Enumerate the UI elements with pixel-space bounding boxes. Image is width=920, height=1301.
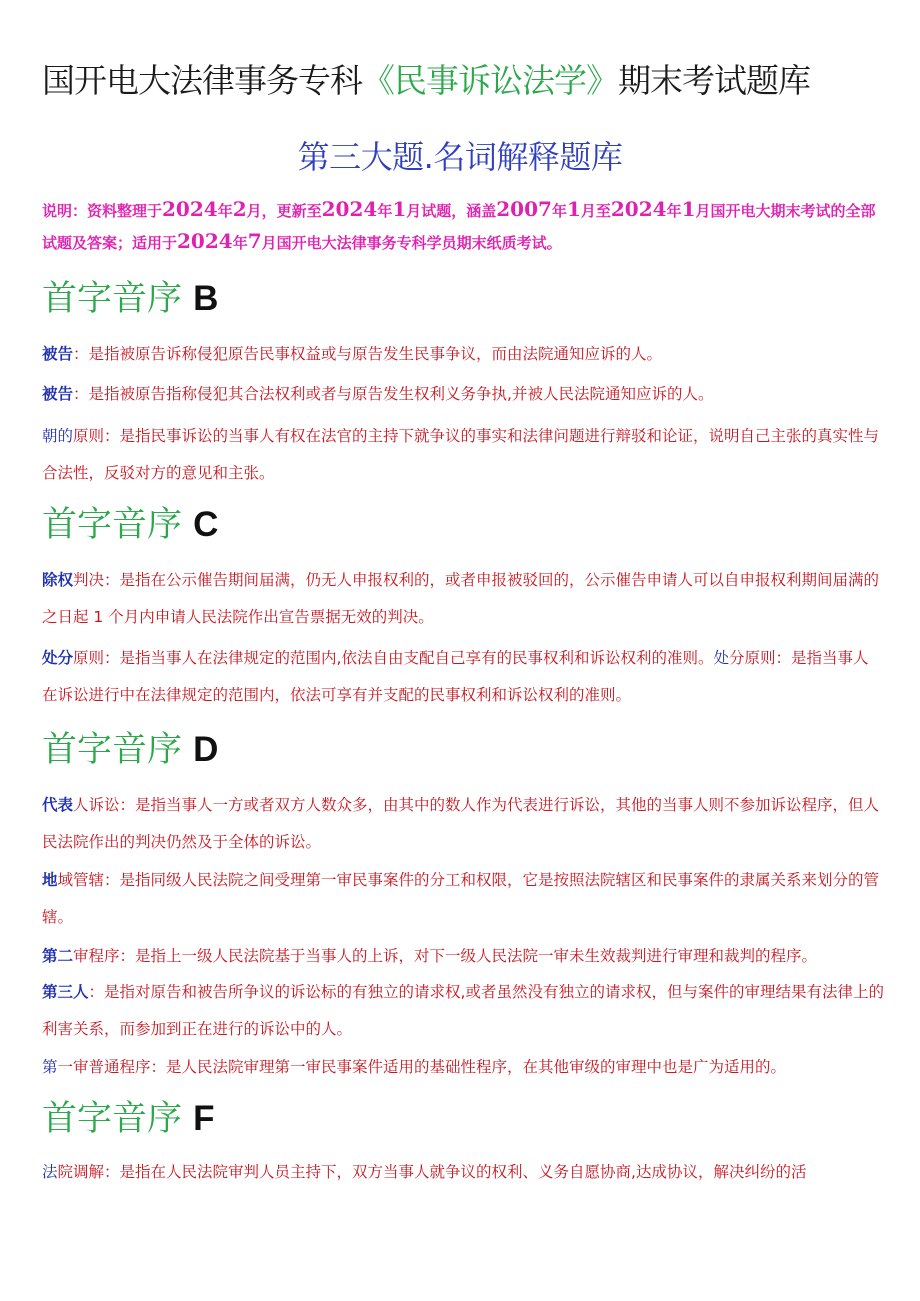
note-number: 1 <box>566 197 581 221</box>
note-text: 年 <box>217 202 233 220</box>
term-entry <box>42 336 884 373</box>
term-definition: 是指在公示催告期间届满，仍无人申报权利的，或者申报被驳回的，公示催告申请人可以自申报权利期间届满的之日起 1 个月内申请人民法院作出宣告票据无效的判决。 <box>42 571 880 626</box>
section-heading-b <box>42 276 218 322</box>
term-name: 除权 <box>42 571 74 589</box>
term-name: 朝的 <box>42 427 74 445</box>
note-text: 月至 <box>580 202 611 220</box>
note-text: 年 <box>666 202 682 220</box>
term-name-suffix: 分原则 <box>729 649 776 667</box>
note-number: 7 <box>247 229 262 253</box>
term-name-suffix: 判决 <box>73 571 105 589</box>
term-separator: ： <box>104 1163 120 1181</box>
term-entry <box>42 376 884 413</box>
term-entry <box>42 640 884 714</box>
term-name: 被告 <box>42 345 74 363</box>
heading-letter: C <box>193 505 219 544</box>
term-separator: ： <box>104 871 120 889</box>
term-definition: 是指被原告诉称侵犯原告民事权益或与原告发生民事争议，而由法院通知应诉的人。 <box>88 345 663 363</box>
term-name: 处分 <box>42 649 74 667</box>
note-text: 年 <box>377 202 393 220</box>
term-name-suffix: 域管辖 <box>57 871 105 889</box>
term-separator: ： <box>104 571 120 589</box>
term-entry <box>42 938 884 975</box>
term-separator: ： <box>119 796 136 814</box>
term-definition: 是指被原告指称侵犯其合法权利或者与原告发生权利义务争执,并被人民法院通知应诉的人。 <box>88 385 714 403</box>
document-title <box>42 58 892 104</box>
term-definition: 是指在人民法院审判人员主持下，双方当事人就争议的权利、义务自愿协商,达成协议，解决纠纷的活 <box>119 1163 807 1181</box>
term-definition: 是指当事人在诉讼进行中在法律规定的范围内，依法可享有并支配的民事权利和诉讼权利的准则。 <box>42 649 869 704</box>
note-text: 年 <box>232 234 248 252</box>
term-separator: ： <box>775 649 792 667</box>
term-entry <box>42 1154 884 1191</box>
heading-text: 首字音序 <box>42 1099 183 1139</box>
note-number: 2024 <box>321 197 378 221</box>
heading-letter: D <box>193 730 219 769</box>
term-definition: 是指对原告和被告所争议的诉讼标的有独立的请求权,或者虽然没有独立的请求权，但与案件的审理结果有法律上的利害关系，而参加到正在进行的诉讼中的人。 <box>42 983 884 1038</box>
note-number: 2007 <box>496 197 552 221</box>
term-definition: 是指民事诉讼的当事人有权在法官的主持下就争议的事实和法律问题进行辩驳和论证，说明自己主张的真实性与合法性，反驳对方的意见和主张。 <box>42 427 880 482</box>
term-name-suffix: 院调解 <box>57 1163 105 1181</box>
term-separator: ： <box>104 649 120 667</box>
term-definition: 是指当事人一方或者双方人数众多，由其中的数人作为代表进行诉讼，其他的当事人则不参加诉讼程序，但人民法院作出的判决仍然及于全体的诉讼。 <box>42 796 880 851</box>
note-number: 2024 <box>162 197 218 221</box>
section-heading-c <box>42 502 218 548</box>
term-name-suffix: 一审普通程序 <box>57 1058 151 1076</box>
title-part-3: 期末考试题库 <box>618 61 810 100</box>
note-text: 月国开电大法律事务专科学员期末纸质考试。 <box>261 234 562 252</box>
note-number: 2 <box>232 197 247 221</box>
note-number: 2024 <box>610 197 667 221</box>
section-subtitle: 第三大题.名词解释题库 <box>297 138 623 176</box>
term-name-suffix: 原则 <box>73 649 105 667</box>
note-number: 1 <box>392 197 407 221</box>
note-number: 1 <box>681 197 696 221</box>
explanation-note <box>42 194 887 258</box>
note-text: 月试题，涵盖 <box>406 202 497 220</box>
term-definition: 是指同级人民法院之间受理第一审民事案件的分工和权限，它是按照法院辖区和民事案件的隶属关系来划分的管辖。 <box>42 871 880 926</box>
term-entry <box>42 787 884 861</box>
heading-letter: F <box>193 1099 215 1138</box>
note-text: 说明：资料整理于 <box>42 202 163 220</box>
term-separator: ： <box>150 1058 167 1076</box>
heading-text: 首字音序 <box>42 505 183 545</box>
term-name: 代表 <box>42 796 74 814</box>
term-name: 被告 <box>42 385 74 403</box>
term-separator: ： <box>73 385 89 403</box>
section-heading-d <box>42 727 218 773</box>
term-entry <box>42 974 884 1048</box>
term-entry <box>42 862 884 936</box>
term-entry <box>42 1049 884 1086</box>
term-definition: 是指当事人在法律规定的范围内,依法自由支配自己享有的民事权利和诉讼权利的准则。 <box>119 649 714 667</box>
term-separator: ： <box>73 345 89 363</box>
term-name: 处 <box>713 649 729 667</box>
section-heading-f <box>42 1096 215 1142</box>
term-separator: ： <box>119 947 136 965</box>
term-name-suffix: 审程序 <box>73 947 120 965</box>
heading-text: 首字音序 <box>42 730 183 770</box>
term-definition: 是指上一级人民法院基于当事人的上诉，对下一级人民法院一审未生效裁判进行审理和裁判的程序。 <box>135 947 818 965</box>
note-number: 2024 <box>177 229 233 253</box>
term-name: 第二 <box>42 947 74 965</box>
title-course-name: 《民事诉讼法学》 <box>362 61 618 100</box>
term-name-suffix: 人诉讼 <box>73 796 120 814</box>
note-text: 月国开电大期末考试的全部试题及答案；适用于 <box>42 202 876 252</box>
note-text: 月，更新至 <box>246 202 322 220</box>
term-name: 第三人 <box>42 983 89 1001</box>
term-name: 地 <box>42 871 58 889</box>
term-name: 第 <box>42 1058 58 1076</box>
heading-text: 首字音序 <box>42 279 183 319</box>
term-definition: 是人民法院审理第一审民事案件适用的基础性程序，在其他审级的审理中也是广为适用的。 <box>166 1058 787 1076</box>
term-separator: ： <box>104 427 120 445</box>
note-text: 年 <box>551 202 567 220</box>
title-part-1: 国开电大法律事务专科 <box>42 61 362 100</box>
term-entry <box>42 418 884 492</box>
term-name-suffix: 原则 <box>73 427 105 445</box>
term-separator: ： <box>88 983 105 1001</box>
term-entry <box>42 562 884 636</box>
term-name: 法 <box>42 1163 58 1181</box>
heading-letter: B <box>193 279 219 318</box>
